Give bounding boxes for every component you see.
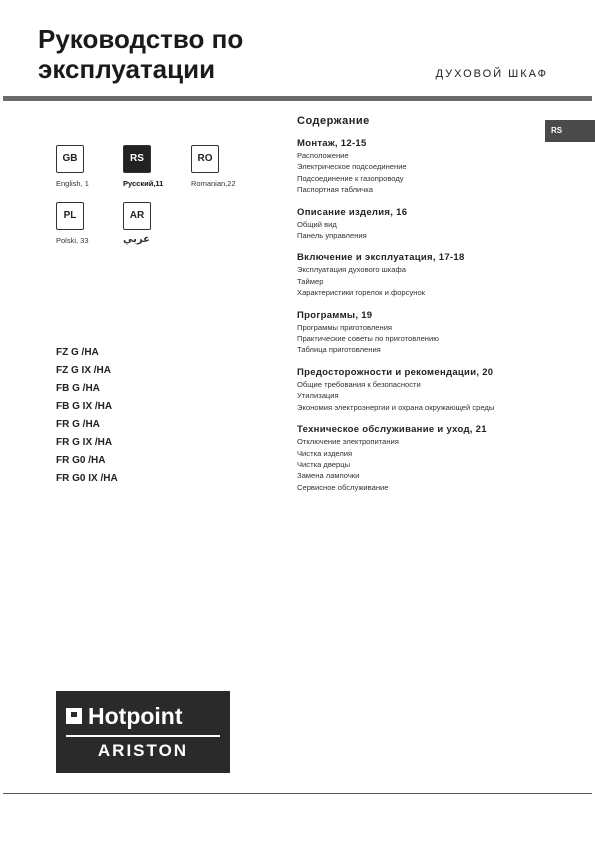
toc-item[interactable]: Практические советы по приготовлению xyxy=(297,334,439,344)
lang-box-pl[interactable]: PL xyxy=(56,202,84,230)
page-title-line-1: Руководство по xyxy=(38,24,244,54)
model-item: FB G /HA xyxy=(56,383,100,394)
toc-item[interactable]: Сервисное обслуживание xyxy=(297,482,389,492)
model-item: FZ G IX /HA xyxy=(56,365,111,376)
toc-item[interactable]: Подсоединение к газопроводу xyxy=(297,173,404,183)
logo-divider xyxy=(66,735,220,737)
toc-item[interactable]: Электрическое подсоединение xyxy=(297,162,407,172)
toc-item[interactable]: Экономия электроэнергии и охрана окружающей среды xyxy=(297,402,495,412)
lang-box-ar[interactable]: AR xyxy=(123,202,151,230)
document-type: ДУХОВОЙ ШКАФ xyxy=(435,68,548,80)
lang-label-gb: English, 1 xyxy=(56,179,89,188)
toc-section-operation xyxy=(297,251,537,298)
toc-section-precautions xyxy=(297,366,537,413)
lang-box-rs[interactable]: RS xyxy=(123,145,151,173)
lang-label-ar: عربي xyxy=(123,234,150,245)
lang-box-ro[interactable]: RO xyxy=(191,145,219,173)
toc-item[interactable]: Отключение электропитания xyxy=(297,437,399,447)
model-item: FZ G /HA xyxy=(56,347,99,358)
toc-heading[interactable]: Описание изделия, 16 xyxy=(297,206,408,218)
logo-mark-icon xyxy=(66,708,82,724)
page-title xyxy=(38,24,243,84)
toc-heading[interactable]: Монтаж, 12-15 xyxy=(297,138,367,149)
lang-label-rs: Русский,11 xyxy=(123,179,164,188)
toc-item[interactable]: Паспортная табличка xyxy=(297,185,373,195)
page-title-line-2: эксплуатации xyxy=(38,54,216,84)
model-item: FB G IX /HA xyxy=(56,401,113,412)
language-side-tab: RS xyxy=(545,120,595,142)
lang-box-gb[interactable]: GB xyxy=(56,145,84,173)
footer-divider xyxy=(3,793,592,794)
toc-section-description xyxy=(297,206,537,242)
toc-heading[interactable]: Программы, 19 xyxy=(297,309,373,321)
lang-label-ro: Romanian,22 xyxy=(191,179,236,188)
toc-section-programs xyxy=(297,309,537,356)
toc-section-installation xyxy=(297,137,537,196)
toc-item[interactable]: Таймер xyxy=(297,276,324,286)
toc-item[interactable]: Характеристики горелок и форсунок xyxy=(297,288,425,298)
toc-heading[interactable]: Включение и эксплуатация, 17-18 xyxy=(297,252,465,264)
model-item: FR G0 IX /HA xyxy=(56,473,118,484)
toc-item[interactable]: Таблица приготовления xyxy=(297,345,381,355)
model-list xyxy=(56,347,118,491)
toc-item[interactable]: Чистка дверцы xyxy=(297,459,351,469)
toc-item[interactable]: Программы приготовления xyxy=(297,322,393,332)
toc-item[interactable]: Расположение xyxy=(297,151,349,160)
header-divider xyxy=(3,96,592,101)
logo-top-row xyxy=(66,701,226,731)
toc-item[interactable]: Панель управления xyxy=(297,231,367,241)
toc-item[interactable]: Чистка изделия xyxy=(297,448,353,458)
toc-item[interactable]: Общий вид xyxy=(297,219,337,229)
toc-section-maintenance xyxy=(297,423,537,493)
brand-logo xyxy=(56,691,230,773)
toc-heading[interactable]: Предосторожности и рекомендации, 20 xyxy=(297,366,494,378)
toc-heading[interactable]: Техническое обслуживание и уход, 21 xyxy=(297,424,487,436)
toc-item[interactable]: Общие требования к безопасности xyxy=(297,379,421,389)
table-of-contents xyxy=(297,115,537,503)
toc-item[interactable]: Замена лампочки xyxy=(297,471,360,481)
model-item: FR G /HA xyxy=(56,419,100,430)
lang-label-pl: Polski, 33 xyxy=(56,236,89,245)
toc-item[interactable]: Эксплуатация духового шкафа xyxy=(297,265,406,275)
model-item: FR G0 /HA xyxy=(56,455,106,466)
toc-title: Содержание xyxy=(297,115,370,127)
logo-brand-bottom: ARISTON xyxy=(97,741,189,760)
logo-brand-top: Hotpoint xyxy=(88,703,183,729)
model-item: FR G IX /HA xyxy=(56,437,113,448)
toc-item[interactable]: Утилизация xyxy=(297,391,339,401)
